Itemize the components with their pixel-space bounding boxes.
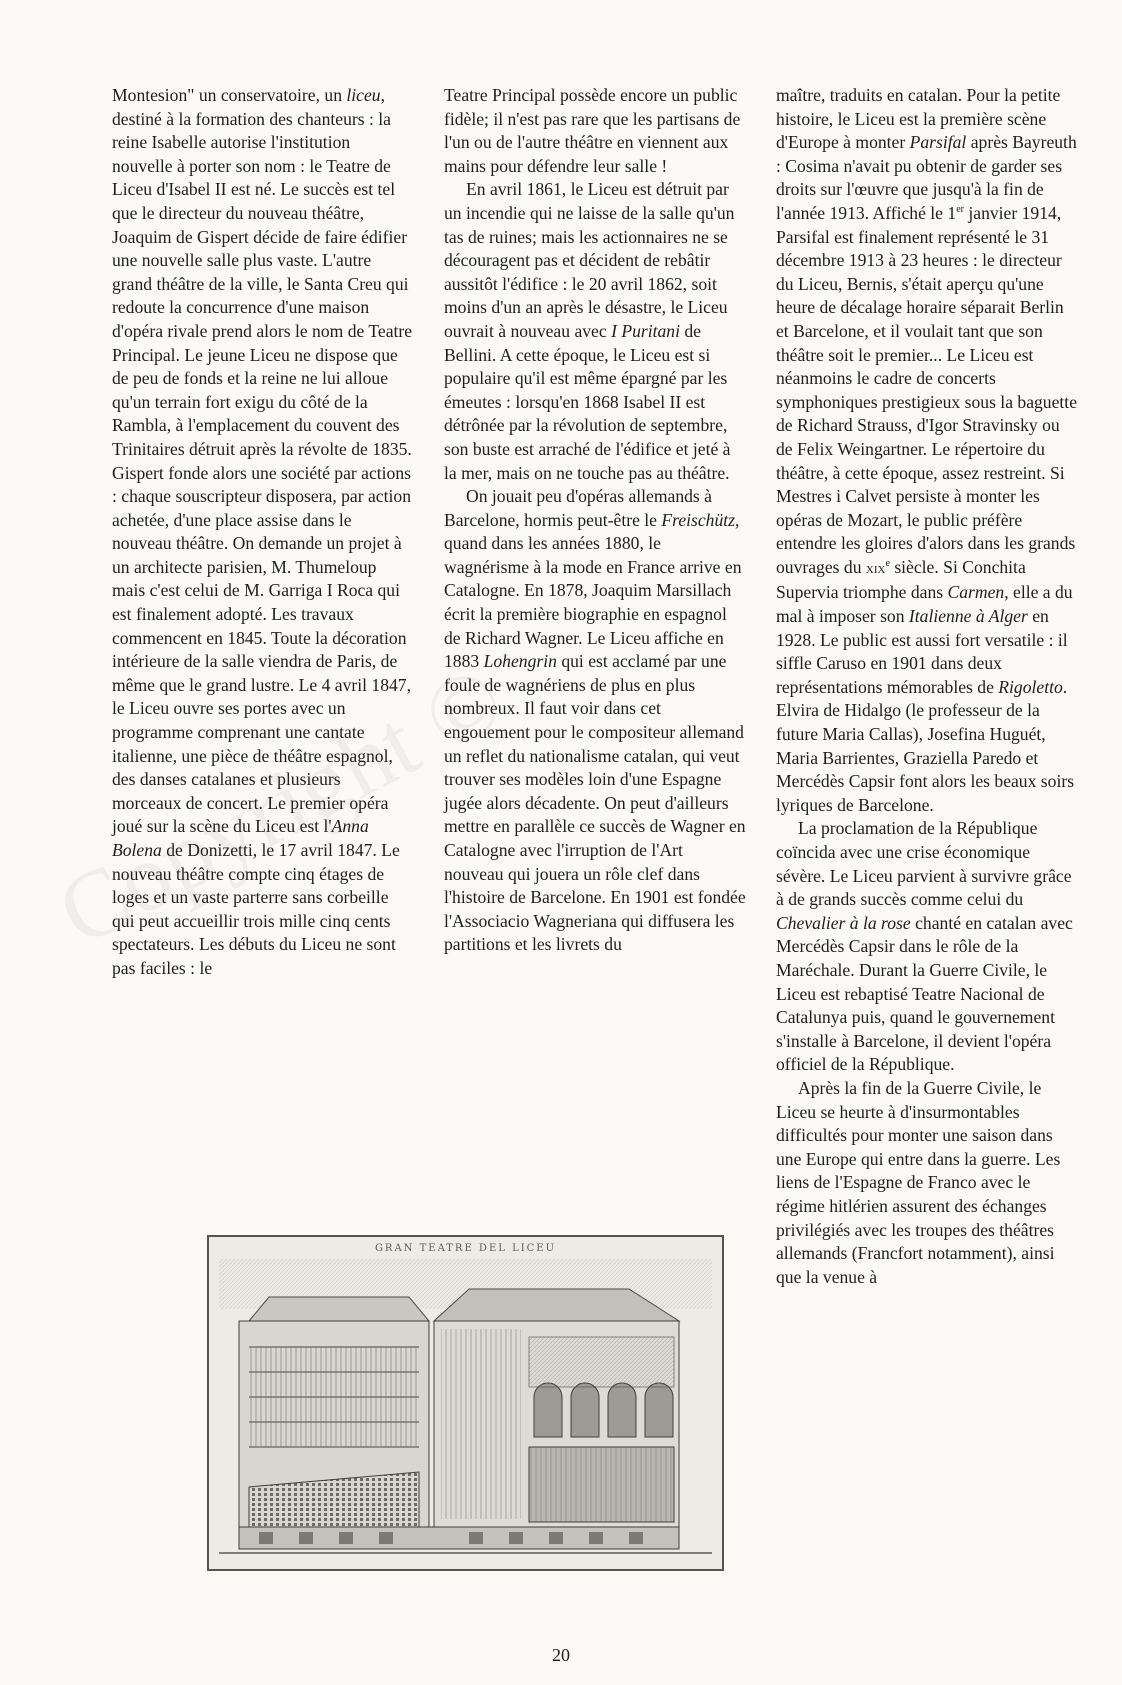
- paragraph: On jouait peu d'opéras allemands à Barcelone, hormis peut-être le Freischütz, quand dans les années 1880, le wagnérisme à la mode en France arrive en Catalogne. En 1878, Joaquim Marsillach écrit la première biographie en espagnol de Richard Wagner. Le Liceu affiche en 1883 Lohengrin qui est acclamé par une foule de wagnériens de plus en plus nombreux. Il faut voir dans cet engouement pour le compositeur allemand un reflet du nationalisme catalan, qui veut trouver ses modèles loin d'une Espagne jugée alors décadente. On peut d'ailleurs mettre en parallèle ce succès de Wagner en Catalogne avec l'irruption de l'Art nouveau qui jouera un rôle clef dans l'histoire de Barcelone. En 1901 est fondée l'Associacio Wagneriana qui diffusera les partitions et les livrets du: [444, 486, 746, 955]
- text-column-2: [444, 84, 746, 957]
- paragraph: Après la fin de la Guerre Civile, le Liceu se heurte à d'insurmontables difficultés pour monter une saison dans une Europe qui entre dans la guerre. Les liens de l'Espagne de Franco avec le régime hitlérien assurent des échanges privilégiés avec les troupes des théâtres allemands (Francfort notamment), ainsi que la venue à: [776, 1077, 1061, 1287]
- paragraph: La proclamation de la République coïncida avec une crise économique sévère. Le Liceu parvient à survivre grâce à de grands succès comme celui du Chevalier à la rose chanté en catalan avec Mercédès Capsir dans le rôle de la Maréchale. Durant la Guerre Civile, le Liceu est rebaptisé Teatre Nacional de Catalunya puis, quand le gouvernement s'installe à Barcelone, il devient l'opéra officiel de la République.: [776, 818, 1073, 1075]
- text-column-3: [776, 84, 1078, 1289]
- paragraph: Montesion" un conservatoire, un liceu, destiné à la formation des chanteurs : la reine Isabelle autorise l'institution nouvelle à porter son nom : le Teatre de Liceu d'Isabel II est né. Le succès est tel que le directeur du nouveau théâtre, Joaquim de Gispert décide de faire édifier une nouvelle salle plus vaste. L'autre grand théâtre de la ville, le Santa Creu qui redoute la concurrence d'une maison d'opéra rivale prend alors le nom de Teatre Principal. Le jeune Liceu ne dispose que de peu de fonds et la reine ne lui alloue qu'un terrain fort exigu du côté de la Rambla, à l'emplacement du couvent des Trinitaires détruit après la révolte de 1835. Gispert fonde alors une société par actions : chaque souscripteur disposera, par action achetée, d'une place assise dans le nouveau théâtre. On demande un projet à un architecte parisien, M. Thumeloup mais c'est celui de M. Garriga I Roca qui est finalement adopté. Les travaux commencent en 1845. Toute la décoration intérieure de la salle viendra de Paris, de même que le grand lustre. Le 4 avril 1847, le Liceu ouvre ses portes avec un programme comprenant une cantate italienne, une pièce de théâtre espagnol, des danses catalanes et plusieurs morceaux de concert. Le premier opéra joué sur la scène du Liceu est l'Anna Bolena de Donizetti, le 17 avril 1847. Le nouveau théâtre compte cinq étages de loges et un vaste parterre sans corbeille qui peut accueillir trois mille cinq cents spectateurs. Les débuts du Liceu ne sont pas faciles : le: [112, 85, 413, 978]
- theatre-cross-section-figure: [207, 1235, 724, 1571]
- figure-caption: GRAN TEATRE DEL LICEU: [374, 1243, 557, 1254]
- page-number: 20: [552, 1645, 570, 1665]
- theatre-cross-section-icon: [209, 1237, 722, 1569]
- text-column-1: [112, 84, 414, 981]
- paragraph: Teatre Principal possède encore un public fidèle; il n'est pas rare que les partisans de l'un ou de l'autre théâtre en viennent aux mains pour défendre leur salle !: [444, 85, 741, 176]
- paragraph: En avril 1861, le Liceu est détruit par un incendie qui ne laisse de la salle qu'un tas de ruines; mais les actionnaires ne se découragent pas et décident de rebâtir aussitôt l'édifice : le 20 avril 1862, soit moins d'un an après le désastre, le Liceu ouvrait à nouveau avec I Puritani de Bellini. A cette époque, le Liceu est si populaire qu'il est même épargné par les émeutes : lorsqu'en 1868 Isabel II est détrônée par la révolution de septembre, son buste est arraché de l'édifice et jeté à la mer, mais on ne touche pas au théâtre.: [444, 179, 735, 483]
- paragraph: maître, traduits en catalan. Pour la petite histoire, le Liceu est la première scène d'Europe à monter Parsifal après Bayreuth : Cosima n'avait pu obtenir de garder ses droits sur l'œuvre que jusqu'à la fin de l'année 1913. Affiché le 1er janvier 1914, Parsifal est finalement représenté le 31 décembre 1913 à 23 heures : le directeur du Liceu, Bernis, s'était aperçu qu'une heure de décalage horaire séparait Berlin et Barcelone, et il voulait tant que son théâtre soit le premier... Le Liceu est néanmoins le cadre de concerts symphoniques prestigieux sous la baguette de Richard Strauss, d'Igor Stravinsky ou de Felix Weingartner. Le répertoire du théâtre, à cette époque, assez restreint. Si Mestres i Calvet persiste à monter les opéras de Mozart, le public préfère entendre les gloires d'alors dans les grands ouvrages du xix$^e$ siècle. Si Conchita Supervia triomphe dans Carmen, elle a du mal à imposer son Italienne à Alger en 1928. Le public est aussi fort versatile : il siffle Caruso en 1901 dans deux représentations mémorables de Rigoletto. Elvira de Hidalgo (le professeur de la future Maria Callas), Josefina Huguét, Maria Barrientes, Graziella Paredo et Mercédès Capsir font alors les beaux soirs lyriques de Barcelone.: [776, 85, 1078, 815]
